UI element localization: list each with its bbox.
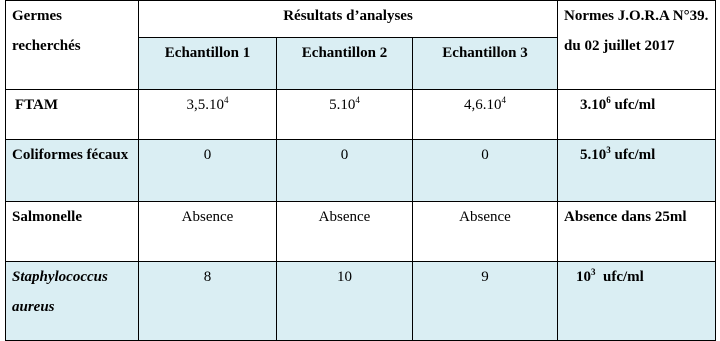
header-germes: Germes recherchés xyxy=(6,1,139,90)
header-sample-2: Echantillon 2 xyxy=(277,38,413,90)
sample-value: 4,6.10$^4$ xyxy=(413,90,558,140)
sample-value: 10 xyxy=(277,262,413,341)
sample-value: 9 xyxy=(413,262,558,341)
germ-name: FTAM xyxy=(6,90,139,140)
sample-value: Absence xyxy=(277,202,413,262)
germ-name: Salmonelle xyxy=(6,202,139,262)
header-sample-1: Echantillon 1 xyxy=(139,38,277,90)
header-normes: Normes J.O.R.A N°39. du 02 juillet 2017 xyxy=(558,1,716,90)
sample-value: Absence xyxy=(413,202,558,262)
header-sample-3: Echantillon 3 xyxy=(413,38,558,90)
sample-value: 3,5.10$^4$ xyxy=(139,90,277,140)
table-row xyxy=(6,140,716,202)
norm-value: 3.10$^6$ ufc/ml xyxy=(558,90,716,140)
analysis-results-table xyxy=(5,0,716,341)
germ-name: Coliformes fécaux xyxy=(6,140,139,202)
header-resultats: Résultats d’analyses xyxy=(139,1,558,38)
norm-value: Absence dans 25ml xyxy=(558,202,716,262)
sample-value: 0 xyxy=(277,140,413,202)
table-row xyxy=(6,262,716,341)
sample-value: 0 xyxy=(139,140,277,202)
sample-value: 0 xyxy=(413,140,558,202)
germ-name: Staphylococcus aureus xyxy=(6,262,139,341)
sample-value: 8 xyxy=(139,262,277,341)
norm-value: 5.10$^3$ ufc/ml xyxy=(558,140,716,202)
sample-value: 5.10$^4$ xyxy=(277,90,413,140)
norm-value: $10^3$ ufc/ml xyxy=(558,262,716,341)
table-row xyxy=(6,90,716,140)
table-row xyxy=(6,202,716,262)
sample-value: Absence xyxy=(139,202,277,262)
